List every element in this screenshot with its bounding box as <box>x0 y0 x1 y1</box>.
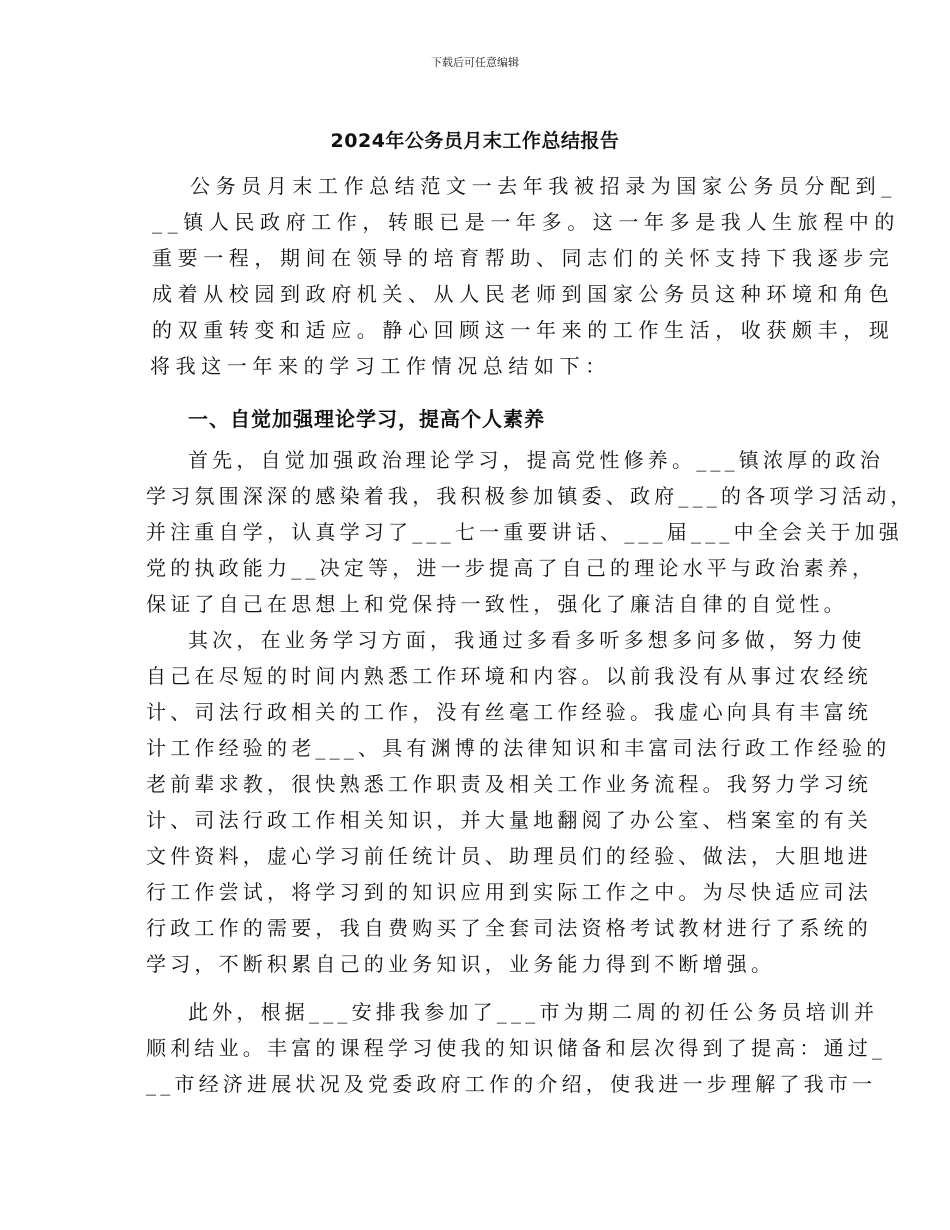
intro-line: 成着从校园到政府机关、从人民老师到国家公务员这种环境和角色 <box>152 282 895 306</box>
intro-line: 重要一程，期间在领导的培育帮助、同志们的关怀支持下我逐步完 <box>152 246 895 270</box>
body-line: 行工作尝试，将学习到的知识应用到实际工作之中。为尽快适应司法 <box>146 880 872 904</box>
body-line: 文件资料，虚心学习前任统计员、助理员们的经验、做法，大胆地进 <box>146 844 872 868</box>
body-line: 党的执政能力__决定等，进一步提高了自己的理论水平与政治素养， <box>146 556 877 580</box>
intro-line: 的双重转变和适应。静心回顾这一年来的工作生活，收获颇丰，现 <box>152 318 895 342</box>
body-line: 自己在尽短的时间内熟悉工作环境和内容。以前我没有从事过农经统 <box>146 664 872 688</box>
body-line: 学习，不断积累自己的业务知识，业务能力得到不断增强。 <box>146 952 776 976</box>
intro-line: 将我这一年来的学习工作情况总结如下： <box>150 354 611 378</box>
body-line: 计、司法行政相关的工作，没有丝毫工作经验。我虚心向具有丰富统 <box>146 700 872 724</box>
body-line: 其次，在业务学习方面，我通过多看多听多想多问多做，努力使 <box>188 628 866 652</box>
body-line: 首先，自觉加强政治理论学习，提高党性修养。___镇浓厚的政治 <box>188 448 884 472</box>
body-line: 保证了自己在思想上和党保持一致性，强化了廉洁自律的自觉性。 <box>146 592 848 616</box>
body-line: 计、司法行政工作相关知识，并大量地翻阅了办公室、档案室的有关 <box>146 808 872 832</box>
body-line: __市经济进展状况及党委政府工作的介绍，使我进一步理解了我市一 <box>146 1072 877 1096</box>
header-note: 下载后可任意编辑 <box>431 56 519 69</box>
body-line: 顺利结业。丰富的课程学习使我的知识储备和层次得到了提高：通过_ <box>146 1036 887 1060</box>
document-title: 2024年公务员月末工作总结报告 <box>330 130 620 152</box>
body-line: 行政工作的需要，我自费购买了全套司法资格考试教材进行了系统的 <box>146 916 872 940</box>
body-line: 计工作经验的老___、具有渊博的法律知识和丰富司法行政工作经验的 <box>146 736 891 760</box>
body-line: 学习氛围深深的感染着我，我积极参加镇委、政府___的各项学习活动， <box>146 484 915 508</box>
body-line: 此外，根据___安排我参加了___市为期二周的初任公务员培训并 <box>188 1000 879 1024</box>
intro-line: 公务员月末工作总结范文一去年我被招录为国家公务员分配到_ <box>190 174 897 198</box>
body-line: 并注重自学，认真学习了___七一重要讲话、___届___中全会关于加强 <box>146 520 903 544</box>
body-line: 老前辈求教，很快熟悉工作职责及相关工作业务流程。我努力学习统 <box>146 772 872 796</box>
section-heading: 一、自觉加强理论学习，提高个人素养 <box>188 407 545 431</box>
intro-line: __镇人民政府工作，转眼已是一年多。这一年多是我人生旅程中的 <box>152 210 900 234</box>
